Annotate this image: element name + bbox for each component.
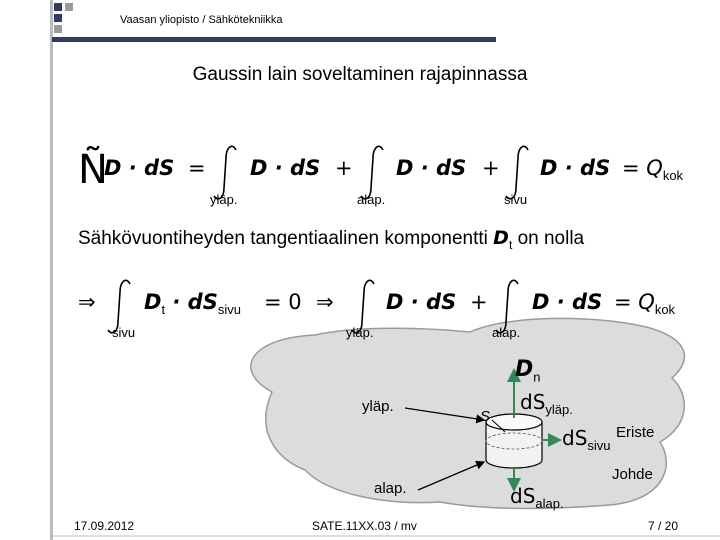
eq2-limit-side: sivu xyxy=(112,325,136,340)
label-dS-top: $dS_{yläp.}$ xyxy=(520,390,573,417)
slide-title: Gaussin lain soveltaminen rajapinnassa xyxy=(192,64,528,85)
eq1-limit-top: yläp. xyxy=(210,192,238,207)
statement-text: Sähkövuontiheyden tangentiaalinen komponentti $D_t$ on nolla xyxy=(78,227,585,252)
implies-symbol: ⇒ xyxy=(78,290,96,314)
label-dielectric: Eriste xyxy=(616,424,655,441)
eq1-limit-side: sivu xyxy=(504,192,528,207)
closed-surface-symbol: Ñ xyxy=(78,147,108,193)
label-surface-S: S xyxy=(480,408,491,425)
eq2-side-term: $D_t \cdot dS_{sivu}$ xyxy=(144,290,241,318)
eq1-equals: = xyxy=(188,156,206,180)
label-dS-bottom: $dS_{alap.}$ xyxy=(510,484,564,511)
eq2-limit-top: yläp. xyxy=(346,325,374,340)
label-conductor: Johde xyxy=(612,466,653,483)
eq1-term-bottom: D · dS xyxy=(396,156,467,180)
eq2-term-top: D · dS xyxy=(386,290,457,314)
Dt-symbol: D xyxy=(493,227,509,249)
eq1-plus: + xyxy=(335,156,353,180)
institution-header: Vaasan yliopisto / Sähkötekniikka xyxy=(120,14,283,26)
eq2-limit-bottom: alap. xyxy=(492,325,521,340)
footer-course: SATE.11XX.03 / mv xyxy=(312,519,417,533)
eq1-term-lhs xyxy=(104,156,174,180)
corner-square xyxy=(65,3,73,11)
eq1-plus: + xyxy=(482,156,500,180)
label-top-surface: yläp. xyxy=(362,398,394,415)
eq2-equals-zero: = 0 xyxy=(264,290,302,314)
eq1-term-side: D · dS xyxy=(540,156,611,180)
implies-symbol-2: ⇒ xyxy=(316,290,334,314)
corner-square xyxy=(54,14,62,22)
eq1-rhs: = $Q_{kok}$ xyxy=(622,156,684,184)
header-bar xyxy=(52,37,496,42)
eq1-term-text: D · dS xyxy=(104,156,175,180)
corner-square xyxy=(54,3,62,11)
footer-page-number: 7 / 20 xyxy=(648,519,679,533)
eq2-term-bottom: D · dS xyxy=(532,290,603,314)
label-Dn: $D_n$ xyxy=(515,357,541,385)
eq1-limit-bottom: alap. xyxy=(357,192,386,207)
footer-date: 17.09.2012 xyxy=(74,519,135,533)
eq2-rhs: = $Q_{kok}$ xyxy=(614,290,676,318)
label-bottom-surface: alap. xyxy=(374,480,407,497)
eq1-term-top: D · dS xyxy=(250,156,321,180)
corner-square xyxy=(54,25,62,33)
eq2-plus: + xyxy=(470,290,488,314)
label-dS-side: $dS_{sivu}$ xyxy=(562,426,611,453)
